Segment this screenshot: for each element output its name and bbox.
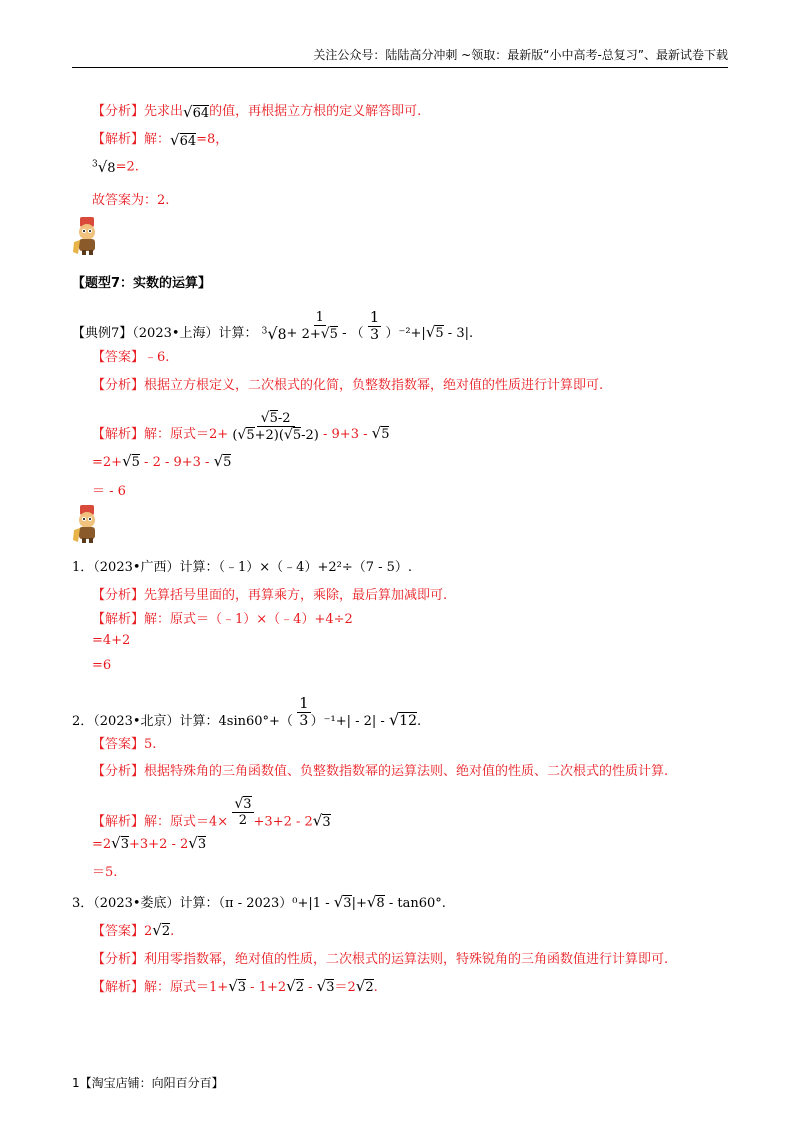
- q2-answer: 【答案】5.: [92, 737, 157, 752]
- q1-analysis: 【分析】先算括号里面的，再算乘方，乘除，最后算加减即可.: [92, 588, 448, 603]
- fraction-rationalize: $\frac{√5-2}{(√5+2)(√5-2)}$: [232, 410, 319, 443]
- ex0-answer: 故答案为：2.: [92, 193, 170, 208]
- q2-analysis: 【分析】根据特殊角的三角函数值、负整数指数幂的运算法则、绝对值的性质、二次根式的性质计算.: [92, 764, 669, 779]
- page-header: 关注公众号：陆陆高分冲刺 ~领取：最新版“小中高考-总复习”、最新试卷下载: [313, 48, 728, 62]
- typical-analysis: 【分析】根据立方根定义，二次根式的化简，负整数指数幂，绝对值的性质进行计算即可.: [92, 378, 604, 393]
- q2-solution: 【解析】解：原式＝4× $\frac{√3}{2}$ +3+2 - 2√3: [92, 796, 331, 830]
- cbrt8-expression: $^3$√8: [92, 158, 116, 176]
- q3-stem: 3．（2023•娄底）计算：（π - 2023）⁰+|1 - √3|+√8 - tan60°.: [72, 893, 446, 911]
- ex0-line2: $^3$√8=2.: [92, 158, 139, 176]
- section-title: 【题型7：实数的运算】: [72, 276, 212, 291]
- q1-line3: =6: [92, 658, 112, 673]
- q3-answer: 【答案】2√2.: [92, 921, 175, 939]
- fraction-one-over-2-plus-sqrt5: $\frac{1}{2+√5}$: [301, 309, 338, 342]
- typical-stem: 【典例7】（2023•上海）计算： $^3$√8+ $\frac{1}{2+√5}$ - （ $\frac{1}{3}$ ）⁻²+|√5 - 3|.: [72, 308, 474, 343]
- sqrt64-expression: √64: [170, 130, 197, 149]
- q2-line2: =2√3+3+2 - 2√3: [92, 834, 207, 852]
- typical-solution: 【解析】解：原式＝2+ $\frac{√5-2}{(√5+2)(√5-2)}$ - 9+3 - √5: [92, 410, 390, 443]
- q1-stem: 1．（2023•广西）计算：（﹣1）×（﹣4）+2²÷（7 - 5）.: [72, 560, 413, 575]
- pencil-mascot-icon: [70, 504, 102, 544]
- q3-analysis: 【分析】利用零指数幂，绝对值的性质，二次根式的运算法则，特殊锐角的三角函数值进行计算即可.: [92, 952, 669, 967]
- q1-line2: =4+2: [92, 633, 131, 648]
- typical-line3: ＝ - 6: [92, 484, 126, 499]
- q3-solution: 【解析】解：原式＝1+√3 - 1+2√2 - √3＝2√2.: [92, 977, 378, 995]
- typical-line2: =2+√5 - 2 - 9+3 - √5: [92, 452, 232, 470]
- cbrt8-expression: $^3$√8: [261, 324, 287, 343]
- fraction-sqrt3-over-2: $\frac{√3}{2}$: [234, 796, 252, 828]
- typical-answer: 【答案】﹣6.: [92, 350, 170, 365]
- header-rule: [72, 67, 728, 68]
- ex0-solution: 【解析】解：√64=8，: [92, 130, 229, 149]
- ex0-analysis: 【分析】先求出√64的值，再根据立方根的定义解答即可.: [92, 102, 422, 121]
- sqrt64-expression: √64: [183, 102, 210, 121]
- q1-solution: 【解析】解：原式＝（﹣1）×（﹣4）+4÷2: [92, 612, 353, 627]
- q2-stem: 2．（2023•北京）计算：4sin60°+（ $\frac{1}{3}$ ）⁻¹+| - 2| - √12.: [72, 694, 422, 729]
- page-footer: 1【淘宝店铺：向阳百分百】: [72, 1076, 224, 1090]
- pencil-mascot-icon: [70, 216, 102, 256]
- q2-line3: ＝5.: [92, 865, 118, 880]
- fraction-one-third: $\frac{1}{3}$: [299, 694, 309, 729]
- fraction-one-third: $\frac{1}{3}$: [369, 308, 380, 343]
